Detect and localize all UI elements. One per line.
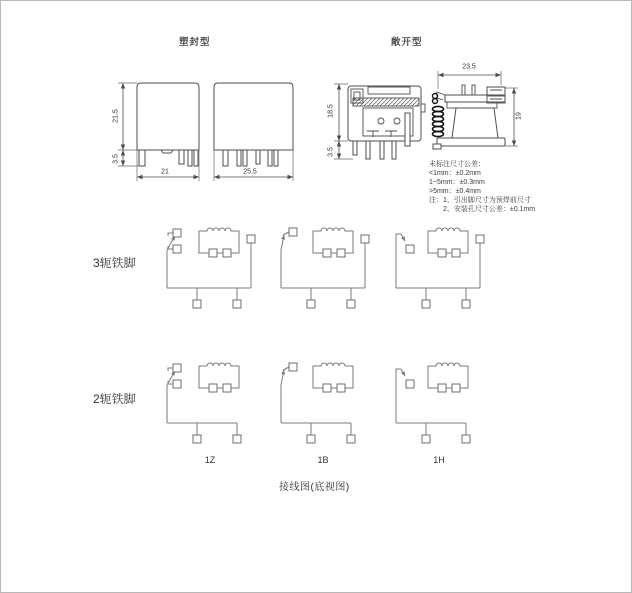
coil-spring bbox=[433, 106, 444, 136]
terminal-pin bbox=[173, 229, 181, 237]
terminal-pin bbox=[247, 235, 255, 243]
tolerance-line: 未标注尺寸公差： bbox=[429, 161, 485, 168]
open-type-label: 敞开型 bbox=[391, 37, 423, 48]
terminal-pin bbox=[209, 249, 217, 257]
terminal-pin bbox=[438, 384, 446, 392]
terminal-pin bbox=[337, 249, 345, 257]
terminal-pin bbox=[347, 300, 355, 308]
terminal-pin bbox=[361, 235, 369, 243]
terminal-pin bbox=[289, 228, 297, 236]
wiring-schematic-h-3yoke bbox=[396, 228, 484, 308]
variant-label-1h: 1H bbox=[433, 455, 445, 465]
sealed-relay-view-2 bbox=[214, 83, 293, 181]
terminal-pin bbox=[438, 249, 446, 257]
wiring-schematic-h-2yoke bbox=[396, 363, 470, 443]
terminal-pin bbox=[173, 364, 181, 372]
wiring-schematic-z-3yoke bbox=[167, 228, 255, 308]
variant-label-1z: 1Z bbox=[204, 455, 216, 465]
variant-label-1b: 1B bbox=[317, 455, 329, 465]
terminal-pin bbox=[476, 235, 484, 243]
terminal-pin bbox=[223, 249, 231, 257]
tolerance-line: 1~5mm：±0.3mm bbox=[429, 179, 485, 186]
tolerance-note bbox=[429, 160, 535, 214]
dim-sealed-width-1: 21 bbox=[161, 168, 169, 176]
terminal-pin bbox=[233, 300, 241, 308]
terminal-pin bbox=[323, 249, 331, 257]
dim-sealed-pin-length: 3.5 bbox=[112, 154, 120, 164]
terminal-pin bbox=[209, 384, 217, 392]
tolerance-line: >5mm：±0.4mm bbox=[429, 188, 481, 195]
terminal-pin bbox=[406, 380, 414, 388]
terminal-pin bbox=[307, 300, 315, 308]
dim-open-body-height: 18.5 bbox=[327, 104, 335, 118]
sealed-type-label: 塑封型 bbox=[179, 37, 211, 48]
dim-sealed-width-2: 25.5 bbox=[243, 168, 257, 176]
terminal-pin bbox=[347, 435, 355, 443]
dim-open-pin-length: 3.5 bbox=[327, 147, 335, 157]
terminal-pin bbox=[406, 245, 414, 253]
technical-drawing-layer bbox=[1, 1, 632, 593]
terminal-pin bbox=[193, 300, 201, 308]
terminal-pin bbox=[173, 245, 181, 253]
dim-open-width: 23.5 bbox=[462, 63, 476, 71]
sealed-relay-view-1 bbox=[118, 83, 199, 181]
terminal-pin bbox=[422, 300, 430, 308]
terminal-pin bbox=[173, 380, 181, 388]
tolerance-line: 2、安装孔尺寸公差：±0.1mm bbox=[443, 206, 536, 213]
open-relay-front-view bbox=[334, 84, 425, 159]
page-caption: 接线图(底视图) bbox=[279, 482, 350, 493]
open-relay-side-view bbox=[433, 71, 519, 149]
terminal-pin bbox=[233, 435, 241, 443]
wiring-schematic-z-2yoke bbox=[167, 363, 241, 443]
row-label-2-yoke: 2轭铁脚 bbox=[93, 392, 136, 406]
terminal-pin bbox=[337, 384, 345, 392]
terminal-pin bbox=[223, 384, 231, 392]
tolerance-line: <1mm：±0.2mm bbox=[429, 170, 481, 177]
terminal-pin bbox=[462, 300, 470, 308]
dim-open-height: 19 bbox=[515, 112, 523, 120]
terminal-pin bbox=[307, 435, 315, 443]
wiring-schematic-b-2yoke bbox=[281, 363, 355, 443]
tolerance-line: 注：1、引出脚尺寸为预焊前尺寸 bbox=[429, 197, 531, 204]
terminal-pin bbox=[452, 384, 460, 392]
terminal-pin bbox=[452, 249, 460, 257]
terminal-pin bbox=[462, 435, 470, 443]
row-label-3-yoke: 3轭铁脚 bbox=[93, 256, 136, 270]
wiring-schematic-b-3yoke bbox=[281, 228, 369, 308]
terminal-pin bbox=[323, 384, 331, 392]
terminal-pin bbox=[193, 435, 201, 443]
dim-sealed-height: 21.5 bbox=[112, 109, 120, 123]
terminal-pin bbox=[422, 435, 430, 443]
terminal-pin bbox=[289, 363, 297, 371]
